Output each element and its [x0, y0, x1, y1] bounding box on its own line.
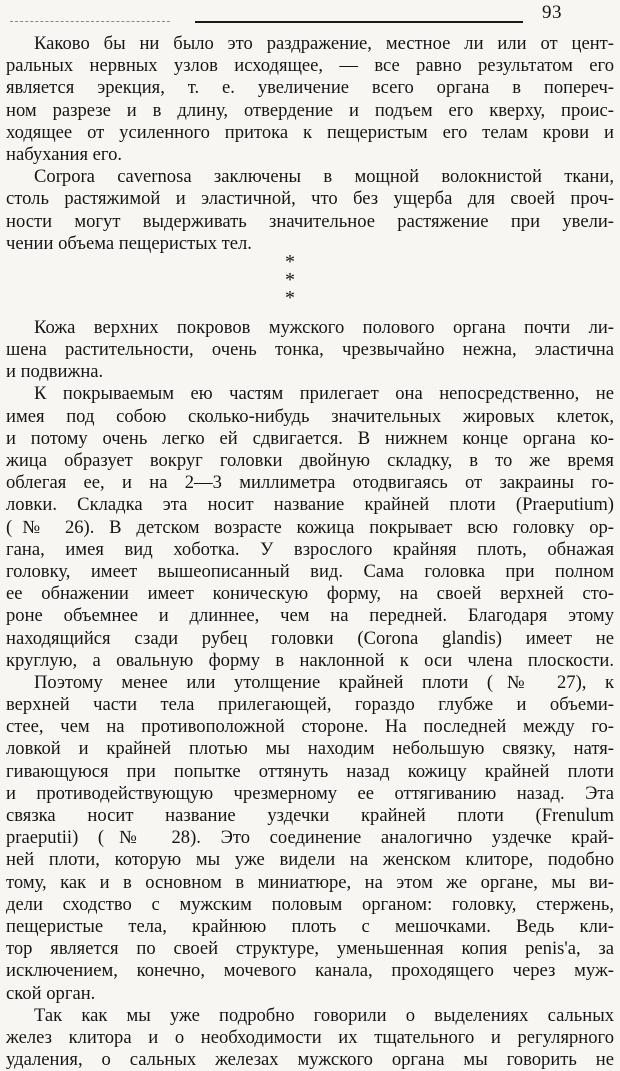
text-line: облегая ее, и на 2—3 миллиметра отодвигаясь от закраины го- [6, 472, 614, 494]
text-line: столь растяжимой и эластичной, что без ущерба для своей проч- [6, 188, 614, 210]
text-line: ее обнажении имеет коническую форму, на своей верхней сто- [6, 583, 614, 605]
body-text [6, 33, 614, 1071]
text-line: Corpora cavernosa заключены в мощной волокнистой ткани, [34, 166, 614, 188]
text-line: ловки. Складка эта носит название крайней плоти (Praeputium) [6, 494, 614, 516]
text-line: и противодействующую чрезмерному ее оттягиванию назад. Эта [6, 782, 614, 804]
text-line: Каково бы ни было это раздражение, местное ли или от цент- [34, 33, 614, 54]
text-line: набухания его. [6, 143, 123, 165]
text-line: чении объема пещеристых тел. [6, 232, 252, 254]
text-line: имея под собою сколько-нибудь значительных жировых клеток, [6, 405, 614, 427]
text-line: (№ 26). В детском возрасте кожица покрывает всю головку ор- [6, 516, 614, 538]
text-line: ней плоти, которую мы уже видели на женском клиторе, подобно [6, 849, 614, 871]
text-line: желез клитора и о необходимости их тщательного и регулярного [6, 1026, 614, 1048]
text-line: удаления, о сальных железах мужского органа мы говорить не [6, 1049, 614, 1071]
text-line: верхней части тела прилегающей, гораздо глубже и объеми- [6, 694, 614, 716]
text-line: находящийся сзади рубец головки (Corona glandis) имеет не [6, 627, 614, 649]
text-line: исключением, конечно, мочевого канала, проходящего через муж- [6, 960, 614, 982]
text-line: круглую, а овальную форму в наклонной к оси члена плоскости. [6, 649, 614, 671]
text-line: ской орган. [6, 982, 96, 1004]
page-number: 93 [542, 2, 562, 23]
text-line: ходящее от усиленного притока к пещеристым его телам крови и [6, 121, 614, 143]
text-line: и потому очень легко ей сдвигается. В нижнем конце органа ко- [6, 427, 614, 449]
text-line: Кожа верхних покровов мужского полового органа почти ли- [34, 316, 614, 338]
text-line: Поэтому менее или утолщение крайней плоти (№ 27), к [34, 671, 614, 693]
text-line: шена растительности, очень тонка, чрезвычайно нежна, эластична [6, 339, 614, 361]
header-faint-rule [10, 21, 170, 22]
text-line: гана, имея вид хоботка. У взрослого крайняя плоть, обнажая [6, 538, 614, 560]
text-line: стее, чем на противоположной стороне. На последней между го- [6, 716, 614, 738]
asterisk-bottom: * [285, 287, 295, 309]
asterisks-top: * * [285, 251, 339, 291]
text-line: головку, имеет вышеописанный вид. Сама головка при полном [6, 560, 614, 582]
header-rule [195, 21, 523, 23]
text-line: гивающуюся при попытке оттянуть назад кожицу крайней плоти [6, 760, 614, 782]
text-line: дели сходство с мужским половым органом: головку, стержень, [6, 893, 614, 915]
text-line: жица образует вокруг головки двойную складку, в то же время [6, 450, 614, 471]
text-line: роне объемнее и длиннее, чем на передней. Благодаря этому [6, 605, 614, 627]
text-line: связка носит название уздечки крайней плоти (Frenulum [6, 805, 614, 826]
text-line: praeputii) (№ 28). Это соединение аналогично уздечке край- [6, 827, 614, 849]
text-line: пещеристые тела, крайнюю плоть с мешочками. Ведь кли- [6, 915, 614, 937]
text-line: и подвижна. [6, 361, 104, 383]
text-line: является эрекция, т. е. увеличение всего органа в попереч- [6, 77, 614, 99]
text-line: Так как мы уже подробно говорили о выделениях сальных [34, 1004, 614, 1026]
text-line: ловкой и крайней плотью мы находим небольшую связку, натя- [6, 738, 614, 760]
text-line: ном разрезе и в длину, отвердение и подъем его кверху, проис- [6, 99, 614, 121]
text-line: ности могут выдерживать значительное растяжение при увели- [6, 210, 614, 232]
text-line: ральных нервных узлов исходящее, — все равно результатом его [6, 55, 614, 77]
text-line: тому, как и в основном в миниатюре, на этом же органе, мы ви- [6, 871, 614, 893]
text-line: К покрываемым ею частям прилегает она непосредственно, не [34, 383, 614, 405]
text-line: тор является по своей структуре, уменьшенная копия penis'a, за [6, 938, 614, 960]
section-break-asterisks [240, 253, 340, 307]
